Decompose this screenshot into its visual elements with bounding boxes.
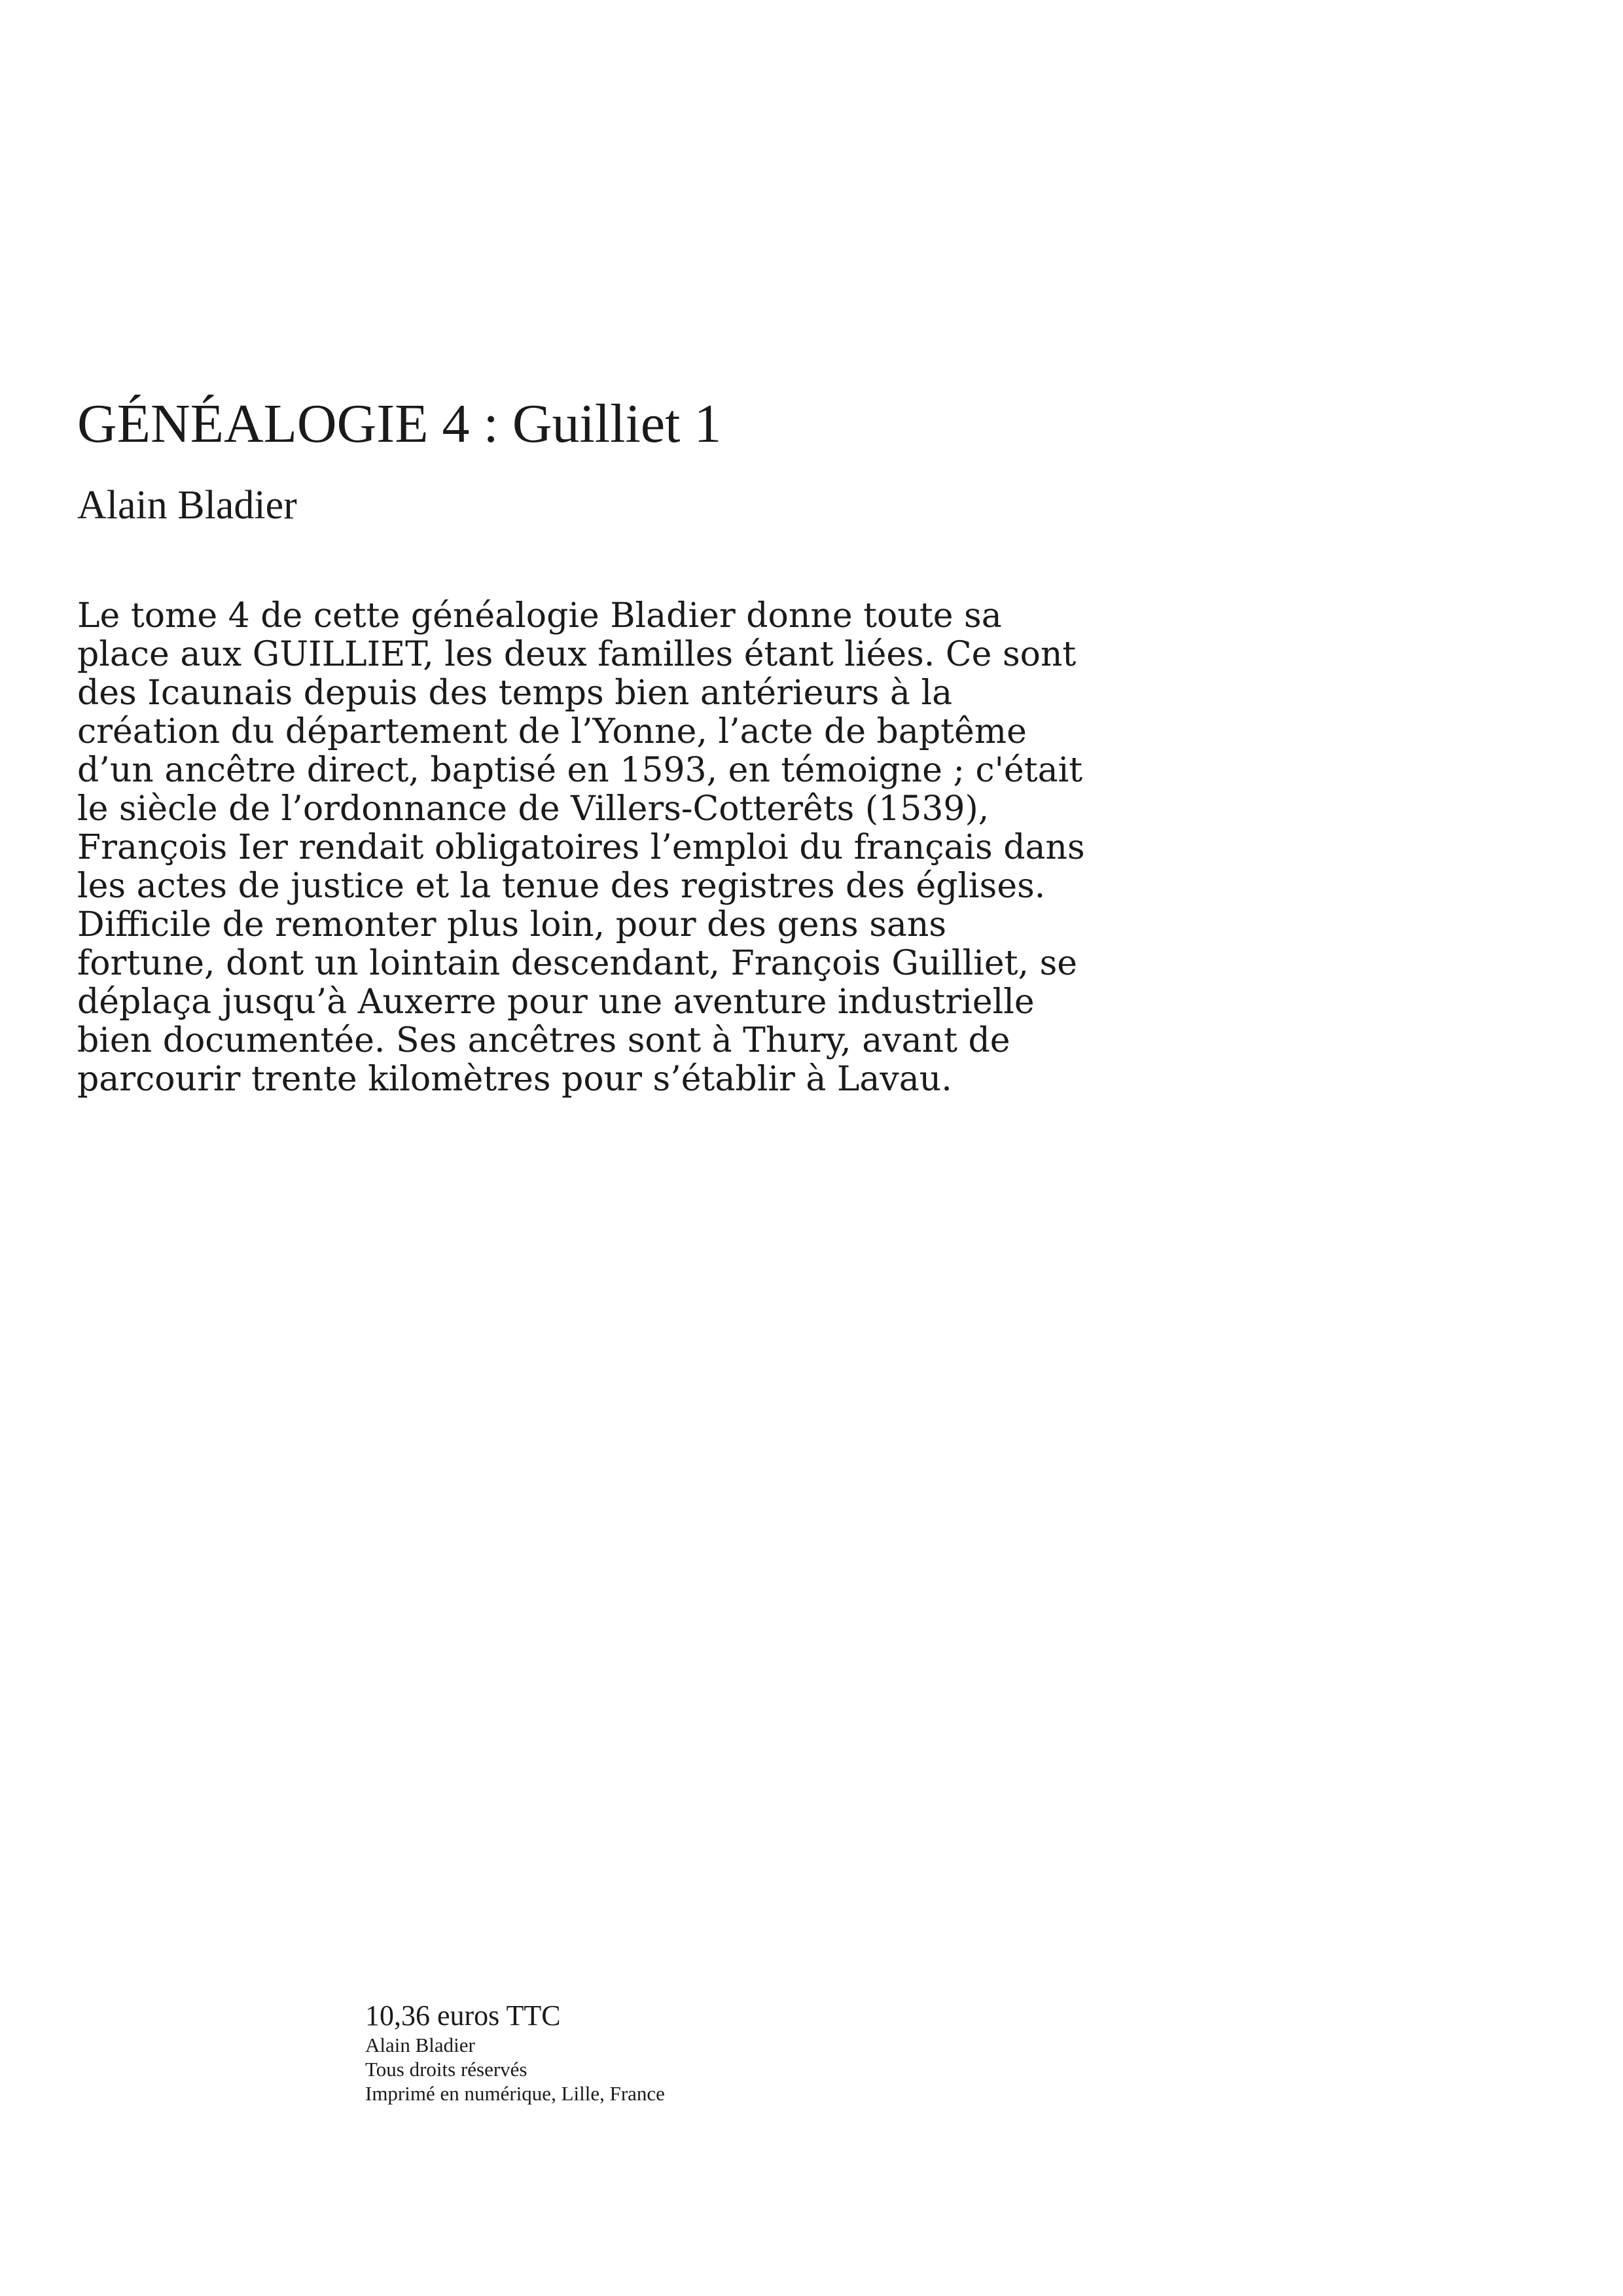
blurb-line: place aux GUILLIET, les deux familles étant liées. Ce sont <box>77 635 1077 674</box>
blurb-line: bien documentée. Ses ancêtres sont à Thury, avant de <box>77 1021 1010 1060</box>
book-blurb <box>77 597 1281 1099</box>
blurb-line: des Icaunais depuis des temps bien antérieurs à la <box>77 673 953 713</box>
printer-notice: Imprimé en numérique, Lille, France <box>365 2082 665 2105</box>
blurb-line: d’un ancêtre direct, baptisé en 1593, en témoigne ; c'était <box>77 751 1083 790</box>
blurb-line: fortune, dont un lointain descendant, François Guilliet, se <box>77 944 1078 983</box>
blurb-line: déplaça jusqu’à Auxerre pour une aventure industrielle <box>77 982 1035 1022</box>
colophon-author: Alain Bladier <box>365 2034 475 2056</box>
blurb-line: création du département de l’Yonne, l’acte de baptême <box>77 712 1027 751</box>
blurb-line: les actes de justice et la tenue des registres des églises. <box>77 867 1046 906</box>
book-title: GÉNÉALOGIE 4 : Guilliet 1 <box>77 393 722 454</box>
blurb-line: Difficile de remonter plus loin, pour des gens sans <box>77 905 947 944</box>
blurb-line: le siècle de l’ordonnance de Villers-Cotterêts (1539), <box>77 789 990 829</box>
book-author: Alain Bladier <box>77 483 297 528</box>
price: 10,36 euros TTC <box>365 2000 561 2032</box>
blurb-line: Le tome 4 de cette généalogie Bladier donne toute sa <box>77 596 1002 636</box>
colophon <box>365 1999 665 2106</box>
blurb-line: François Ier rendait obligatoires l’emploi du français dans <box>77 828 1085 867</box>
blurb-line: parcourir trente kilomètres pour s’établir à Lavau. <box>77 1060 952 1099</box>
rights-notice: Tous droits réservés <box>365 2058 527 2081</box>
